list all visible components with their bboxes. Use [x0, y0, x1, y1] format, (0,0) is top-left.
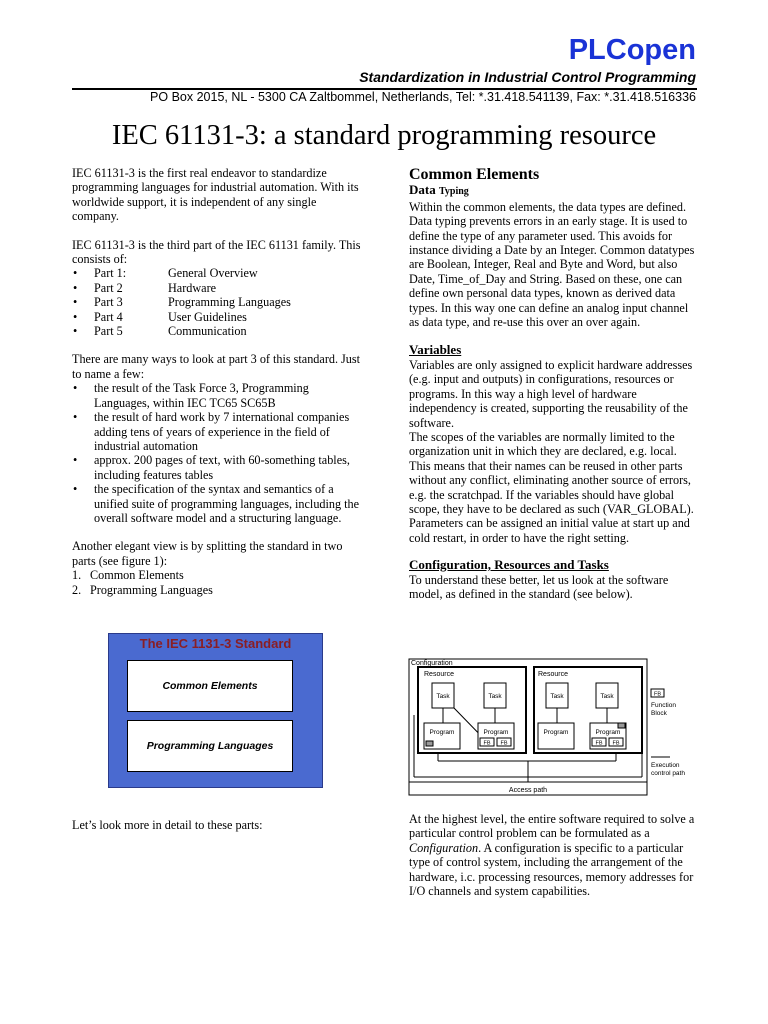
- list-item: • the result of the Task Force 3, Programming Languages, within IEC TC65 SC65B: [72, 381, 362, 410]
- list-item: • the result of hard work by 7 international companies adding tens of years of experience in the field of industrial automation: [72, 410, 362, 453]
- intro-paragraph: IEC 61131-3 is the first real endeavor to standardize programming languages for industrial automation. With its worldwide support, it is independent of any single company.: [72, 166, 359, 224]
- svg-text:Task: Task: [488, 693, 502, 700]
- variables-paragraph-1: Variables are only assigned to explicit hardware addresses (e.g. input and outputs) in configurations, resources or programs. In this way a high level of hardware independency is created, supporting the reusability of the software.: [409, 357, 693, 430]
- list-item: • Part 1: General Overview: [72, 266, 362, 280]
- svg-text:Program: Program: [429, 729, 455, 736]
- views-paragraph: There are many ways to look at part 3 of this standard. Just to name a few:: [72, 352, 361, 381]
- list-item: • the specification of the syntax and semantics of a unified suite of programming languages, including the overall software model and a structuring language.: [72, 482, 362, 525]
- list-item: 2. Programming Languages: [72, 582, 213, 597]
- list-item: • approx. 200 pages of text, with 60-something tables, including features tables: [72, 453, 362, 482]
- parts-list: [72, 266, 362, 338]
- brand-logo: PLCopen: [568, 34, 696, 66]
- configuration-paragraph: To understand these better, let us look at the software model, as defined in the standard (see below).: [409, 572, 669, 601]
- variables-heading: Variables: [409, 342, 462, 358]
- closing-paragraph: Let’s look more in detail to these parts:: [72, 818, 263, 832]
- software-model-diagram: [408, 655, 698, 800]
- page-title: IEC 61131-3: a standard programming resource: [111, 120, 657, 151]
- programming-languages-box: Programming Languages: [127, 720, 293, 772]
- resource-label: Resource: [538, 671, 568, 678]
- section-heading: Common Elements: [409, 166, 540, 183]
- configuration-description: At the highest level, the entire software required to solve a particular control problem can be formulated as a Configuration. A configuration is specific to a particular type of control system, including the arrangement of the hardware, i.c. processing resources, memory addresses for I/O channels and system capabilities.: [409, 812, 695, 899]
- right-column: [409, 168, 697, 601]
- resource-label: Resource: [424, 671, 454, 678]
- list-item: • Part 3 Programming Languages: [72, 295, 362, 309]
- svg-text:Program: Program: [543, 729, 569, 736]
- family-paragraph: IEC 61131-3 is the third part of the IEC 61131 family. This consists of:: [72, 237, 361, 267]
- svg-text:FB: FB: [500, 740, 508, 747]
- split-list: [72, 568, 362, 597]
- tagline: Standardization in Industrial Control Programming: [359, 69, 696, 85]
- common-elements-box: Common Elements: [127, 660, 293, 712]
- svg-text:Block: Block: [651, 710, 667, 717]
- views-list: [72, 381, 362, 525]
- variables-paragraph-2: The scopes of the variables are normally limited to the organization unit in which they are declared, e.g. local. This means that their names can be reused in other parts without any conflict, eliminating another source of errors, e.g. the scratchpad. If the variables should have global scope, they have to be declared as such (VAR_GLOBAL). Parameters can be assigned an initial value at start up and cold restart, in order to have the right setting.: [409, 429, 694, 545]
- contact-address: PO Box 2015, NL - 5300 CA Zaltbommel, Netherlands, Tel: *.31.418.541139, Fax: *.31.418.516336: [150, 90, 696, 104]
- data-typing-heading: Data Typing: [409, 182, 469, 198]
- svg-text:FB: FB: [595, 740, 603, 747]
- svg-text:FB: FB: [653, 691, 662, 698]
- svg-text:control path: control path: [651, 770, 685, 777]
- list-item: • Part 5 Communication: [72, 324, 362, 338]
- svg-text:Task: Task: [436, 693, 450, 700]
- svg-text:FB: FB: [612, 740, 620, 747]
- left-column: [72, 166, 362, 597]
- figure-title: The IEC 1131-3 Standard: [139, 636, 292, 651]
- standard-figure: [108, 633, 323, 788]
- list-item: • Part 4 User Guidelines: [72, 310, 362, 324]
- legend-fb-text: Function: [651, 702, 676, 709]
- svg-text:Program: Program: [595, 729, 621, 736]
- list-item: • Part 2 Hardware: [72, 281, 362, 295]
- program-box: [538, 723, 574, 749]
- split-paragraph: Another elegant view is by splitting the standard in two parts (see figure 1):: [72, 539, 343, 568]
- svg-text:Task: Task: [550, 693, 564, 700]
- svg-text:Task: Task: [600, 693, 614, 700]
- access-path-label: Access path: [508, 787, 548, 794]
- list-item: 1. Common Elements: [72, 568, 184, 583]
- legend-exec-text: Execution: [651, 762, 680, 769]
- data-typing-paragraph: Within the common elements, the data types are defined. Data typing prevents errors in an early stage. It is used to define the type of any parameter used. This avoids for instance dividing a Date by an Integer. Common datatypes are Boolean, Integer, Real and Byte and Word, but also Date, Time_of_Day and String. Based on these, one can define own personal data types, known as derived data types. In this way one can define an analog input channel as data type, and re-use this over an over again.: [409, 199, 695, 330]
- configuration-label: Configuration: [411, 660, 453, 667]
- svg-text:Program: Program: [483, 729, 509, 736]
- configuration-heading: Configuration, Resources and Tasks: [409, 557, 609, 573]
- svg-text:FB: FB: [483, 740, 491, 747]
